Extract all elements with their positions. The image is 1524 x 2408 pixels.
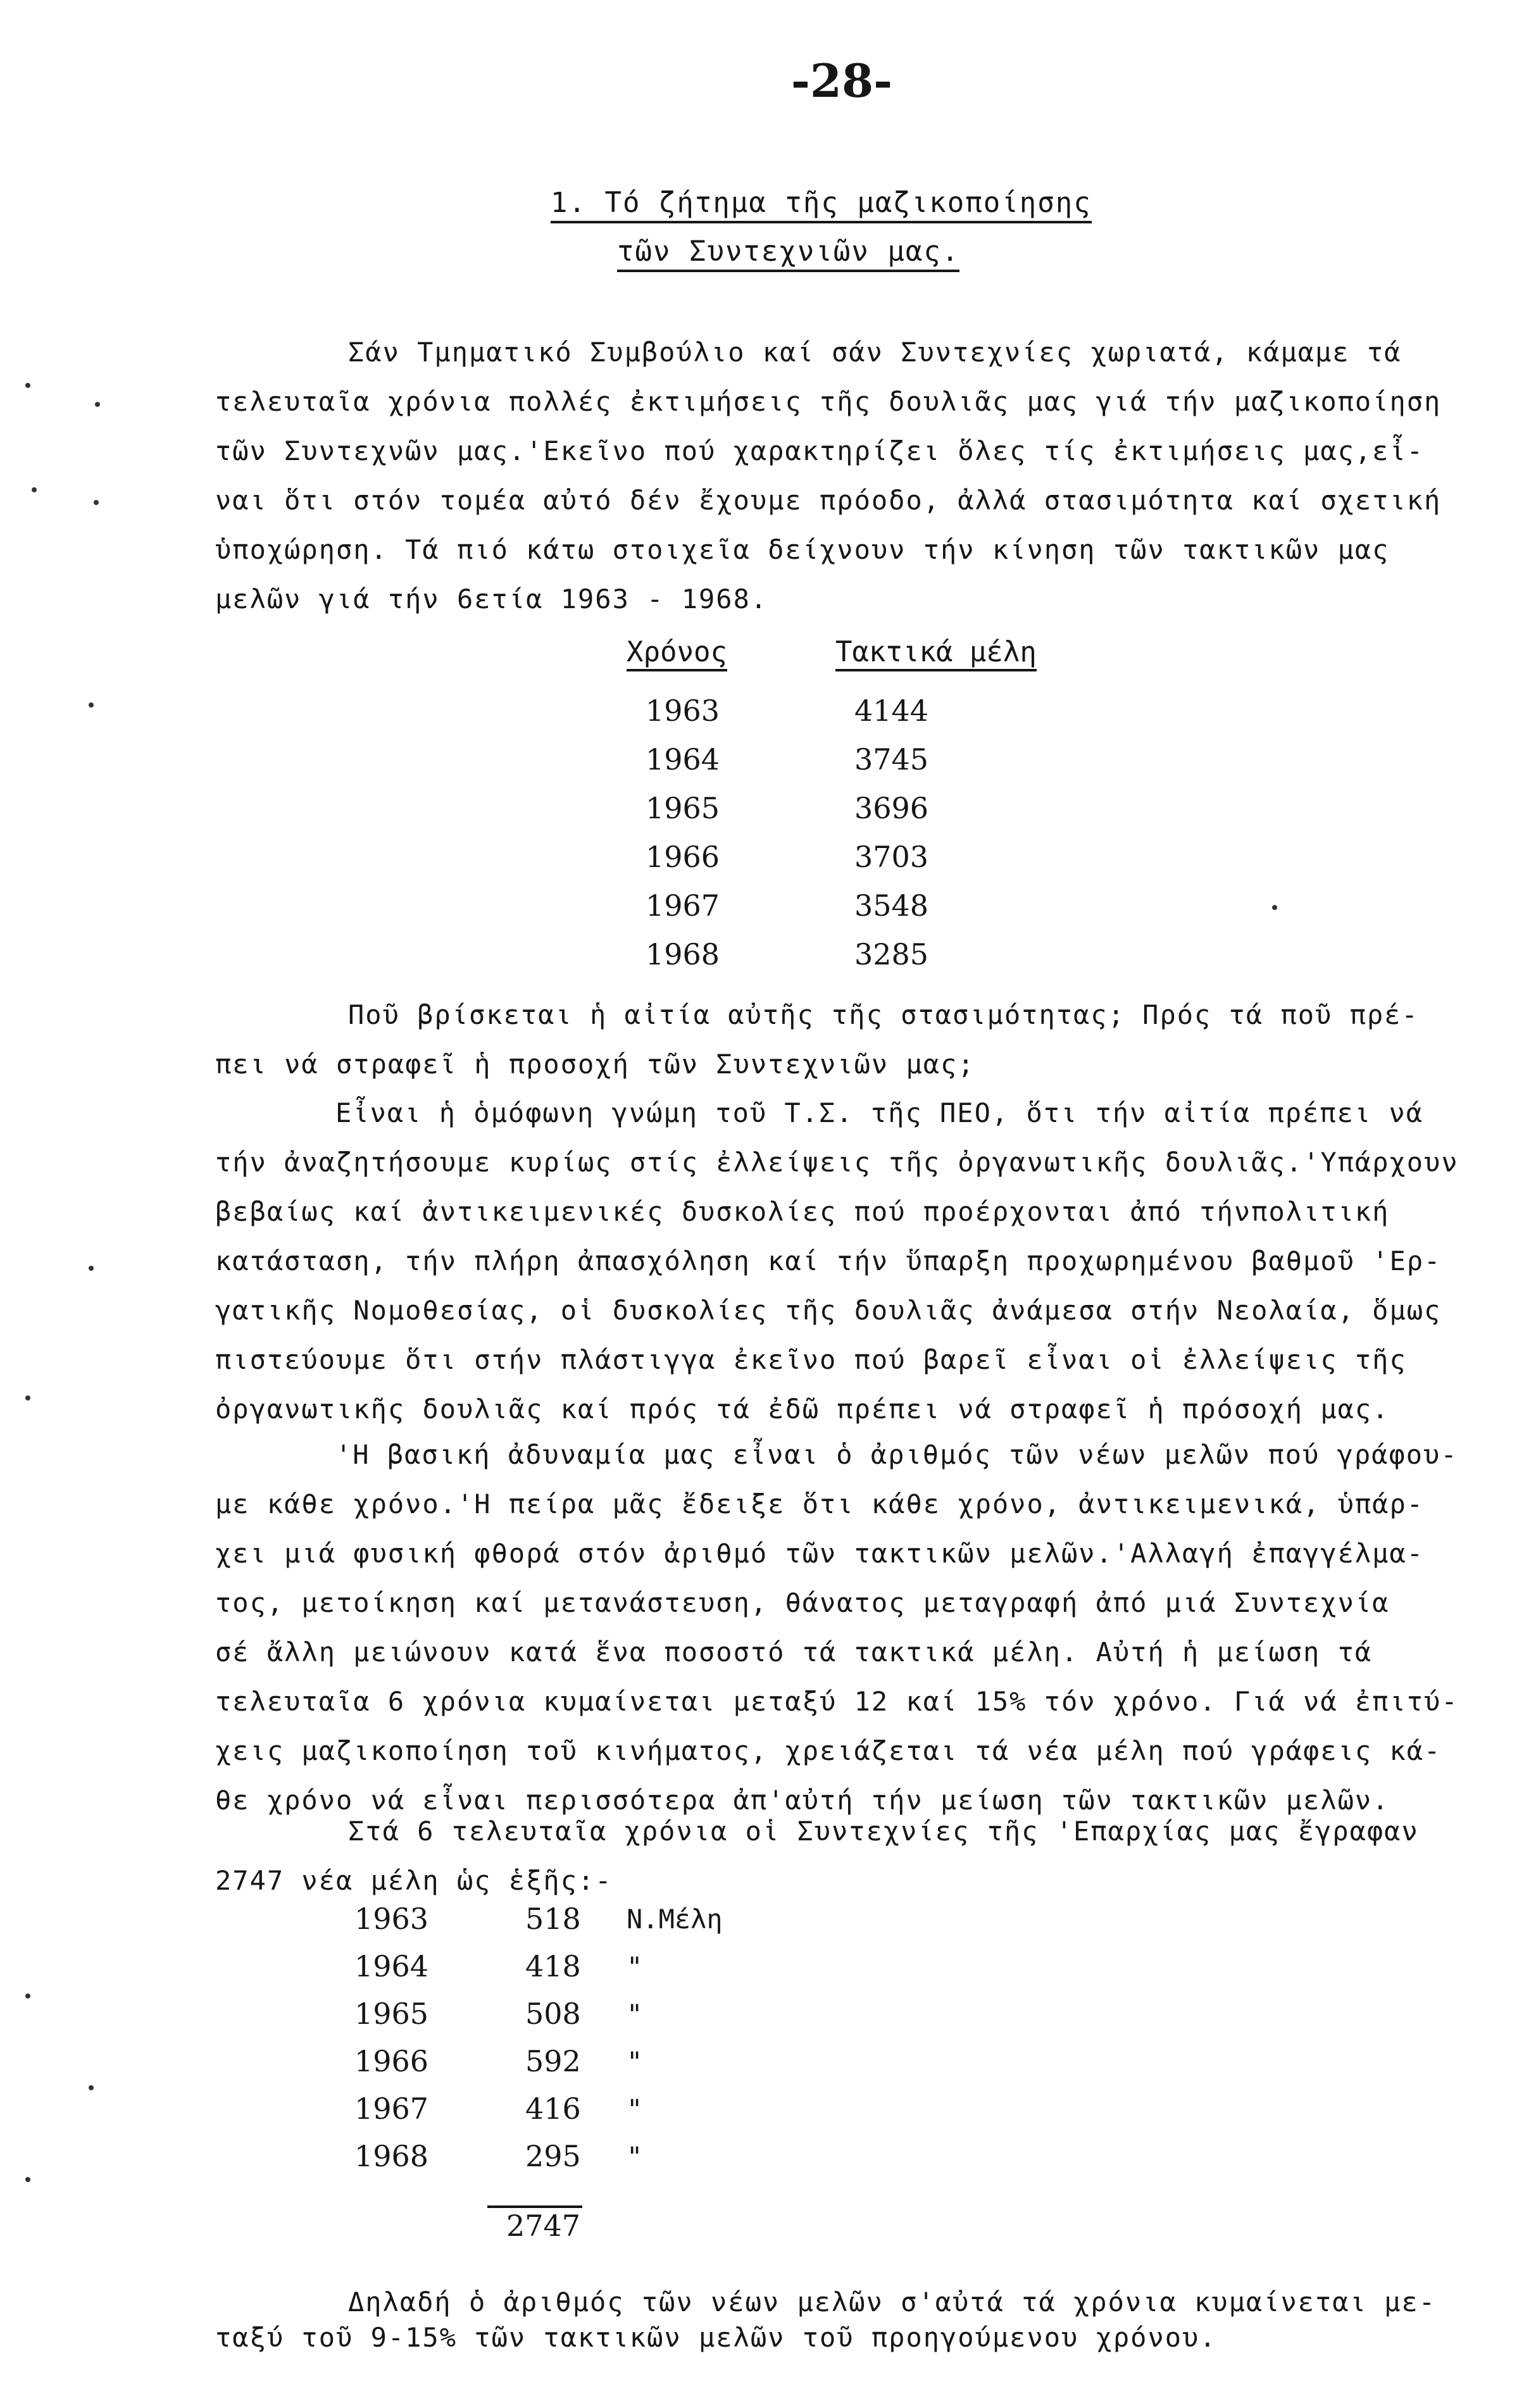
text-line: χει μιά φυσική φθορά στόν ἀριθμό τῶν τακτικῶν μελῶν.'Αλλαγή ἐπαγγέλμα- (215, 1538, 1425, 1569)
new-members-table (354, 1895, 723, 2180)
question-paragraph (215, 990, 1468, 1089)
text-line: πει νά στραφεῖ ἡ προσοχή τῶν Συντεχνιῶν μας; (215, 1049, 975, 1080)
text-line: ναι ὅτι στόν τομέα αὐτό δέν ἔχουμε πρόοδο, ἀλλά στασιμότητα καί σχετική (215, 485, 1442, 516)
year-cell: 1968 (646, 937, 720, 971)
table-row (627, 930, 1082, 979)
ditto-mark: " (627, 2141, 643, 2172)
year-cell: 1965 (354, 1997, 429, 2031)
text-line: Στά 6 τελευταῖα χρόνια οἱ Συντεχνίες τῆς 'Επαρχίας μας ἔγραφαν (348, 1816, 1419, 1847)
text-line: πιστεύουμε ὅτι στήν πλάστιγγα ἐκεῖνο πού βαρεῖ εἶναι οἱ ἐλλείψεις τῆς (215, 1344, 1407, 1375)
table-row (627, 784, 1082, 833)
scan-speck (32, 487, 37, 492)
text-line: θε χρόνο νά εἶναι περισσότερα ἀπ'αὐτή τήν μείωση τῶν τακτικῶν μελῶν. (215, 1785, 1390, 1816)
scan-speck (94, 500, 99, 505)
new-members-intro (215, 1807, 1468, 1906)
scan-speck (25, 2177, 30, 2182)
text-line: τελευταῖα 6 χρόνια κυμαίνεται μεταξύ 12 καί 15% τόν χρόνο. Γιά νά ἐπιτύ- (215, 1686, 1459, 1717)
text-line: μελῶν γιά τήν 6ετία 1963 - 1968. (215, 583, 768, 614)
table-row (627, 687, 1082, 735)
column-header: Χρόνος (627, 636, 727, 671)
text-line: κατάσταση, τήν πλήρη ἀπασχόληση καί τήν ὕπαρξη προχωρημένου βαθμοῦ 'Ερ- (215, 1245, 1442, 1276)
table-row (354, 1990, 723, 2038)
table-row (354, 1895, 723, 1943)
value-cell: 3703 (854, 840, 929, 874)
text-line: Ποῦ βρίσκεται ἡ αἰτία αὐτῆς τῆς στασιμότητας; Πρός τά ποῦ πρέ- (348, 999, 1419, 1030)
year-cell: 1966 (646, 840, 720, 874)
scan-speck (89, 2085, 94, 2090)
value-cell: 3696 (854, 791, 929, 825)
table-row (354, 2038, 723, 2085)
text-line: τελευταῖα χρόνια πολλές ἐκτιμήσεις τῆς δουλιᾶς μας γιά τήν μαζικοποίηση (215, 386, 1442, 417)
scan-speck (1272, 905, 1277, 910)
scan-speck (25, 1993, 30, 1999)
table-row (354, 2085, 723, 2133)
year-cell: 1967 (646, 889, 720, 923)
text-line: Εἶναι ἡ ὁμόφωνη γνώμη τοῦ Τ.Σ. τῆς ΠΕΟ, ὅτι τήν αἰτία πρέπει νά (335, 1097, 1424, 1128)
scan-speck (89, 1266, 94, 1271)
text-line: ταξύ τοῦ 9-15% τῶν τακτικῶν μελῶν τοῦ προηγούμενου χρόνου. (215, 2322, 1217, 2353)
text-line: τήν ἀναζητήσουμε κυρίως στίς ἐλλείψεις τῆς ὀργανωτικῆς δουλιᾶς.'Υπάρχουν (215, 1147, 1459, 1178)
text-line: 2747 νέα μέλη ὡς ἑξῆς:- (215, 1865, 613, 1896)
scan-speck (25, 1395, 30, 1401)
answer-paragraph (215, 1089, 1468, 1434)
table-row (627, 833, 1082, 882)
unit-cell: Ν.Μέλη (627, 1904, 723, 1935)
year-cell: 1963 (646, 694, 720, 728)
text-line: 'Η βασική ἀδυναμία μας εἶναι ὁ ἀριθμός τῶν νέων μελῶν πού γράφου- (335, 1439, 1458, 1470)
ditto-mark: " (627, 1951, 643, 1982)
scan-speck (95, 402, 100, 407)
section-title-line-2: τῶν Συντεχνιῶν μας. (617, 235, 959, 268)
text-line: ὀργανωτικῆς δουλιᾶς καί πρός τά ἐδῶ πρέπει νά στραφεῖ ἡ πρόσοχή μας. (215, 1394, 1390, 1425)
value-cell: 4144 (854, 694, 929, 728)
year-cell: 1965 (646, 791, 720, 825)
scan-speck (89, 702, 94, 708)
year-cell: 1967 (354, 2092, 429, 2126)
value-cell: 3745 (854, 742, 929, 777)
ditto-mark: " (627, 2046, 643, 2077)
value-cell: 418 (525, 1949, 581, 1983)
table-row (627, 735, 1082, 784)
column-header: Τακτικά μέλη (835, 636, 1037, 671)
value-cell: 508 (525, 1997, 581, 2031)
value-cell: 518 (525, 1902, 581, 1936)
table-row (354, 2133, 723, 2180)
year-cell: 1966 (354, 2044, 429, 2078)
text-line: βεβαίως καί ἀντικειμενικές δυσκολίες πού προέρχονται ἀπό τήνπολιτική (215, 1196, 1390, 1227)
text-line: χεις μαζικοποίηση τοῦ κινήματος, χρειάζεται τά νέα μέλη πού γράφεις κά- (215, 1735, 1442, 1766)
scan-speck (25, 383, 30, 388)
value-cell: 295 (525, 2139, 581, 2173)
total-value: 2747 (506, 2209, 581, 2243)
text-line: τος, μετοίκηση καί μετανάστευση, θάνατος μεταγραφή ἀπό μιά Συντεχνία (215, 1587, 1390, 1618)
closing-paragraph (215, 2285, 1436, 2355)
text-line: τῶν Συντεχνῶν μας.'Εκεῖνο πού χαρακτηρίζει ὅλες τίς ἐκτιμήσεις μας,εἶ- (215, 435, 1425, 466)
value-cell: 3548 (854, 889, 929, 923)
ditto-mark: " (627, 2093, 643, 2124)
weakness-paragraph (215, 1430, 1468, 1825)
table-row (354, 1943, 723, 1990)
intro-paragraph (215, 328, 1468, 624)
ditto-mark: " (627, 1999, 643, 2030)
text-line: Δηλαδή ὁ ἀριθμός τῶν νέων μελῶν σ'αὐτά τά χρόνια κυμαίνεται με- (348, 2286, 1437, 2318)
year-cell: 1964 (354, 1949, 429, 1983)
text-line: σέ ἄλλη μειώνουν κατά ἕνα ποσοστό τά τακτικά μέλη. Αὐτή ἡ μείωση τά (215, 1637, 1373, 1668)
total-rule (487, 2205, 582, 2208)
text-line: Σάν Τμηματικό Συμβούλιο καί σάν Συντεχνίες χωριατά, κάμαμε τά (348, 337, 1402, 368)
page-number: -28- (791, 54, 892, 108)
year-cell: 1963 (354, 1902, 429, 1936)
text-line: ὑποχώρηση. Τά πιό κάτω στοιχεῖα δείχνουν τήν κίνηση τῶν τακτικῶν μας (215, 534, 1390, 565)
value-cell: 592 (525, 2044, 581, 2078)
value-cell: 3285 (854, 937, 929, 971)
value-cell: 416 (525, 2092, 581, 2126)
year-cell: 1968 (354, 2139, 429, 2173)
members-table-header (627, 636, 1082, 687)
text-line: με κάθε χρόνο.'Η πείρα μᾶς ἔδειξε ὅτι κάθε χρόνο, ἀντικειμενικά, ὑπάρ- (215, 1488, 1425, 1519)
table-row (627, 882, 1082, 930)
year-cell: 1964 (646, 742, 720, 777)
text-line: γατικῆς Νομοθεσίας, οἱ δυσκολίες τῆς δουλιᾶς ἀνάμεσα στήν Νεολαία, ὅμως (215, 1295, 1442, 1326)
members-table (627, 636, 1082, 979)
section-title-line-1: 1. Τό ζήτημα τῆς μαζικοποίησης (551, 187, 1092, 219)
